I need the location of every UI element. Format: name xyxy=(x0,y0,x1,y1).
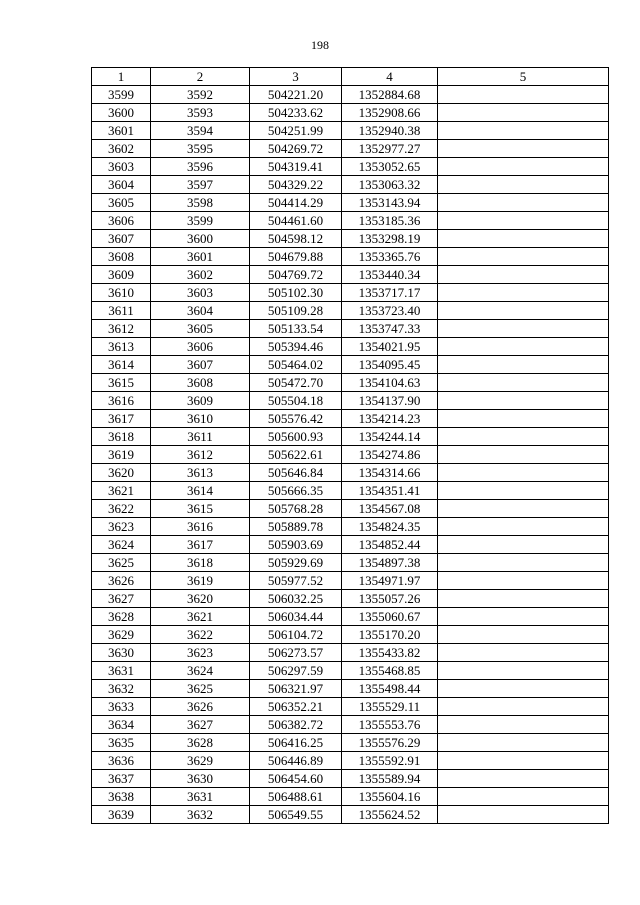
table-cell: 3603 xyxy=(92,158,151,176)
table-cell: 1354021.95 xyxy=(342,338,438,356)
table-cell: 3611 xyxy=(92,302,151,320)
table-row xyxy=(92,104,609,122)
table-row xyxy=(92,554,609,572)
table-cell: 3616 xyxy=(92,392,151,410)
table-cell: 3636 xyxy=(92,752,151,770)
table-cell: 1352940.38 xyxy=(342,122,438,140)
table-cell: 3605 xyxy=(92,194,151,212)
table-cell: 3628 xyxy=(92,608,151,626)
table-cell: 3617 xyxy=(151,536,250,554)
table-row xyxy=(92,464,609,482)
table-cell xyxy=(438,302,609,320)
table-cell: 1354852.44 xyxy=(342,536,438,554)
table-row xyxy=(92,140,609,158)
table-cell xyxy=(438,284,609,302)
table-header xyxy=(92,68,609,86)
table-cell xyxy=(438,176,609,194)
table-cell: 3603 xyxy=(151,284,250,302)
table-cell: 3608 xyxy=(151,374,250,392)
table-cell: 506488.61 xyxy=(250,788,342,806)
table-cell: 3600 xyxy=(92,104,151,122)
table-cell xyxy=(438,680,609,698)
table-cell xyxy=(438,590,609,608)
table-cell: 1354351.41 xyxy=(342,482,438,500)
table-cell xyxy=(438,608,609,626)
table-cell: 505102.30 xyxy=(250,284,342,302)
table-cell: 3613 xyxy=(151,464,250,482)
table-cell: 3618 xyxy=(151,554,250,572)
table-cell xyxy=(438,230,609,248)
table-cell: 3630 xyxy=(92,644,151,662)
table-cell: 504233.62 xyxy=(250,104,342,122)
table-cell: 3602 xyxy=(151,266,250,284)
table-row xyxy=(92,158,609,176)
table-row xyxy=(92,212,609,230)
table-cell xyxy=(438,86,609,104)
table-cell: 1355624.52 xyxy=(342,806,438,824)
table-row xyxy=(92,698,609,716)
table-cell xyxy=(438,446,609,464)
table-cell: 505472.70 xyxy=(250,374,342,392)
table-cell: 504769.72 xyxy=(250,266,342,284)
table-cell xyxy=(438,248,609,266)
table-cell: 1353717.17 xyxy=(342,284,438,302)
table-cell: 1354274.86 xyxy=(342,446,438,464)
table-row xyxy=(92,680,609,698)
table-cell: 1354137.90 xyxy=(342,392,438,410)
table-cell: 3616 xyxy=(151,518,250,536)
table-cell: 504461.60 xyxy=(250,212,342,230)
table-cell xyxy=(438,356,609,374)
table-cell: 506104.72 xyxy=(250,626,342,644)
table-cell: 504329.22 xyxy=(250,176,342,194)
table-cell: 1354971.97 xyxy=(342,572,438,590)
table-cell: 505622.61 xyxy=(250,446,342,464)
table-cell: 3607 xyxy=(92,230,151,248)
table-cell xyxy=(438,158,609,176)
table-cell: 3610 xyxy=(92,284,151,302)
table-row xyxy=(92,536,609,554)
table-cell: 3593 xyxy=(151,104,250,122)
table-cell: 3604 xyxy=(92,176,151,194)
table-cell xyxy=(438,554,609,572)
table-cell: 3620 xyxy=(92,464,151,482)
table-cell: 505646.84 xyxy=(250,464,342,482)
table-cell: 505600.93 xyxy=(250,428,342,446)
table-cell: 1353365.76 xyxy=(342,248,438,266)
table-row xyxy=(92,752,609,770)
table-cell: 1353298.19 xyxy=(342,230,438,248)
table-cell xyxy=(438,626,609,644)
header-row xyxy=(92,68,609,86)
table-cell: 3606 xyxy=(151,338,250,356)
table-row xyxy=(92,662,609,680)
table-row xyxy=(92,410,609,428)
table-cell: 1354824.35 xyxy=(342,518,438,536)
table-cell: 3606 xyxy=(92,212,151,230)
table-cell: 3627 xyxy=(151,716,250,734)
table-cell: 3637 xyxy=(92,770,151,788)
table-cell: 1354214.23 xyxy=(342,410,438,428)
table-row xyxy=(92,338,609,356)
table-cell: 1355060.67 xyxy=(342,608,438,626)
table-cell: 3628 xyxy=(151,734,250,752)
table-cell xyxy=(438,266,609,284)
table-cell xyxy=(438,482,609,500)
table-row xyxy=(92,176,609,194)
table-cell xyxy=(438,752,609,770)
table-cell: 3596 xyxy=(151,158,250,176)
table-cell: 3615 xyxy=(151,500,250,518)
table-cell: 505109.28 xyxy=(250,302,342,320)
table-cell: 3601 xyxy=(92,122,151,140)
table-row xyxy=(92,788,609,806)
table-cell: 3598 xyxy=(151,194,250,212)
table-cell: 505464.02 xyxy=(250,356,342,374)
table-cell: 3611 xyxy=(151,428,250,446)
table-cell: 1353143.94 xyxy=(342,194,438,212)
table-cell: 504598.12 xyxy=(250,230,342,248)
table-cell: 3627 xyxy=(92,590,151,608)
table-cell: 3595 xyxy=(151,140,250,158)
table-cell: 506549.55 xyxy=(250,806,342,824)
table-cell xyxy=(438,122,609,140)
page-number: 198 xyxy=(311,38,329,52)
table-cell: 3634 xyxy=(92,716,151,734)
table-cell: 3600 xyxy=(151,230,250,248)
table-cell: 3635 xyxy=(92,734,151,752)
table-cell xyxy=(438,698,609,716)
table-row xyxy=(92,806,609,824)
table-cell: 504414.29 xyxy=(250,194,342,212)
table-cell: 1355589.94 xyxy=(342,770,438,788)
column-header: 2 xyxy=(151,68,250,86)
table-cell: 506297.59 xyxy=(250,662,342,680)
table-cell: 3612 xyxy=(151,446,250,464)
table-cell xyxy=(438,374,609,392)
table-cell: 3592 xyxy=(151,86,250,104)
table-cell xyxy=(438,392,609,410)
table-cell xyxy=(438,770,609,788)
table-row xyxy=(92,482,609,500)
table-cell: 504319.41 xyxy=(250,158,342,176)
table-row xyxy=(92,194,609,212)
table-cell: 3622 xyxy=(151,626,250,644)
table-cell: 505504.18 xyxy=(250,392,342,410)
table-cell: 3604 xyxy=(151,302,250,320)
column-header: 5 xyxy=(438,68,609,86)
table-cell: 1355498.44 xyxy=(342,680,438,698)
table-cell: 3621 xyxy=(92,482,151,500)
table-cell: 3631 xyxy=(92,662,151,680)
table-cell: 506454.60 xyxy=(250,770,342,788)
table-cell xyxy=(438,212,609,230)
table-cell: 1355433.82 xyxy=(342,644,438,662)
table-row xyxy=(92,734,609,752)
table-cell: 3631 xyxy=(151,788,250,806)
table-cell: 1355057.26 xyxy=(342,590,438,608)
table-cell: 3638 xyxy=(92,788,151,806)
table-cell: 505889.78 xyxy=(250,518,342,536)
table-cell: 506352.21 xyxy=(250,698,342,716)
table-cell: 3626 xyxy=(92,572,151,590)
table-row xyxy=(92,320,609,338)
table-row xyxy=(92,86,609,104)
table-cell: 3633 xyxy=(92,698,151,716)
table-cell: 1354314.66 xyxy=(342,464,438,482)
table-cell: 3607 xyxy=(151,356,250,374)
table-cell: 506382.72 xyxy=(250,716,342,734)
table-cell: 3620 xyxy=(151,590,250,608)
table-cell: 3619 xyxy=(151,572,250,590)
table-cell: 1353723.40 xyxy=(342,302,438,320)
table-cell: 3613 xyxy=(92,338,151,356)
table-cell: 3599 xyxy=(92,86,151,104)
table-cell: 3601 xyxy=(151,248,250,266)
table-cell: 1352884.68 xyxy=(342,86,438,104)
table-cell: 1355170.20 xyxy=(342,626,438,644)
table-cell: 506416.25 xyxy=(250,734,342,752)
table-cell: 3599 xyxy=(151,212,250,230)
table-cell: 3609 xyxy=(92,266,151,284)
table-cell: 506321.97 xyxy=(250,680,342,698)
table-cell: 506446.89 xyxy=(250,752,342,770)
table-body xyxy=(92,86,609,824)
table-cell xyxy=(438,536,609,554)
table-cell: 3625 xyxy=(92,554,151,572)
table-cell: 3632 xyxy=(92,680,151,698)
table-cell xyxy=(438,518,609,536)
table-cell: 3619 xyxy=(92,446,151,464)
table-cell: 1354897.38 xyxy=(342,554,438,572)
table-cell: 1353747.33 xyxy=(342,320,438,338)
table-cell xyxy=(438,572,609,590)
table-row xyxy=(92,608,609,626)
table-cell: 3624 xyxy=(92,536,151,554)
table-cell: 505977.52 xyxy=(250,572,342,590)
table-cell: 3597 xyxy=(151,176,250,194)
table-cell xyxy=(438,428,609,446)
table-cell: 3639 xyxy=(92,806,151,824)
table-cell xyxy=(438,194,609,212)
table-cell: 3614 xyxy=(92,356,151,374)
table-cell: 504251.99 xyxy=(250,122,342,140)
table-row xyxy=(92,284,609,302)
table-cell: 1352908.66 xyxy=(342,104,438,122)
table-cell: 3630 xyxy=(151,770,250,788)
table-row xyxy=(92,716,609,734)
table-cell xyxy=(438,806,609,824)
table-cell xyxy=(438,662,609,680)
table-cell: 1353185.36 xyxy=(342,212,438,230)
table-cell: 1354104.63 xyxy=(342,374,438,392)
table-cell: 3622 xyxy=(92,500,151,518)
table-cell: 506034.44 xyxy=(250,608,342,626)
column-header: 1 xyxy=(92,68,151,86)
table-cell: 1355604.16 xyxy=(342,788,438,806)
table-cell: 3602 xyxy=(92,140,151,158)
table-row xyxy=(92,356,609,374)
table-row xyxy=(92,230,609,248)
table-cell xyxy=(438,734,609,752)
table-row xyxy=(92,518,609,536)
table-cell: 3629 xyxy=(92,626,151,644)
table-row xyxy=(92,644,609,662)
table-cell: 1353063.32 xyxy=(342,176,438,194)
table-cell xyxy=(438,338,609,356)
table-cell: 1353052.65 xyxy=(342,158,438,176)
table-cell xyxy=(438,320,609,338)
table-cell xyxy=(438,140,609,158)
table-cell: 1352977.27 xyxy=(342,140,438,158)
table-row xyxy=(92,392,609,410)
table-cell: 3626 xyxy=(151,698,250,716)
table-cell: 3612 xyxy=(92,320,151,338)
table-row xyxy=(92,626,609,644)
table-cell xyxy=(438,788,609,806)
table-row xyxy=(92,446,609,464)
column-header: 4 xyxy=(342,68,438,86)
table-cell xyxy=(438,104,609,122)
table-cell: 3625 xyxy=(151,680,250,698)
table-cell: 3629 xyxy=(151,752,250,770)
table-row xyxy=(92,590,609,608)
table-cell xyxy=(438,464,609,482)
table-cell: 505666.35 xyxy=(250,482,342,500)
table-cell: 3609 xyxy=(151,392,250,410)
table-cell: 1354567.08 xyxy=(342,500,438,518)
table-cell: 504221.20 xyxy=(250,86,342,104)
table-cell: 506032.25 xyxy=(250,590,342,608)
table-cell: 505929.69 xyxy=(250,554,342,572)
table-cell: 1355592.91 xyxy=(342,752,438,770)
table-cell: 506273.57 xyxy=(250,644,342,662)
table-cell: 505133.54 xyxy=(250,320,342,338)
table-cell: 1353440.34 xyxy=(342,266,438,284)
table-cell: 504269.72 xyxy=(250,140,342,158)
table-cell: 1354095.45 xyxy=(342,356,438,374)
table-row xyxy=(92,770,609,788)
table-cell: 3608 xyxy=(92,248,151,266)
table-row xyxy=(92,248,609,266)
table-cell: 3618 xyxy=(92,428,151,446)
table-cell xyxy=(438,644,609,662)
table-cell: 3610 xyxy=(151,410,250,428)
table-cell: 505394.46 xyxy=(250,338,342,356)
table-row xyxy=(92,302,609,320)
table-cell xyxy=(438,500,609,518)
table-row xyxy=(92,122,609,140)
table-cell: 1354244.14 xyxy=(342,428,438,446)
table-row xyxy=(92,266,609,284)
table-cell: 3594 xyxy=(151,122,250,140)
table-cell: 3605 xyxy=(151,320,250,338)
table-cell xyxy=(438,716,609,734)
table-cell: 3621 xyxy=(151,608,250,626)
column-header: 3 xyxy=(250,68,342,86)
table-row xyxy=(92,572,609,590)
table-row xyxy=(92,374,609,392)
table-cell: 3623 xyxy=(92,518,151,536)
table-cell: 3614 xyxy=(151,482,250,500)
table-cell: 1355468.85 xyxy=(342,662,438,680)
table-cell xyxy=(438,410,609,428)
table-cell: 3617 xyxy=(92,410,151,428)
table-row xyxy=(92,500,609,518)
table-cell: 505903.69 xyxy=(250,536,342,554)
table-cell: 505576.42 xyxy=(250,410,342,428)
table-cell: 1355576.29 xyxy=(342,734,438,752)
table-cell: 505768.28 xyxy=(250,500,342,518)
table-cell: 3632 xyxy=(151,806,250,824)
table-cell: 1355553.76 xyxy=(342,716,438,734)
table-cell: 1355529.11 xyxy=(342,698,438,716)
table-cell: 3623 xyxy=(151,644,250,662)
table-row xyxy=(92,428,609,446)
table-cell: 3615 xyxy=(92,374,151,392)
table-cell: 3624 xyxy=(151,662,250,680)
table-cell: 504679.88 xyxy=(250,248,342,266)
coordinates-table xyxy=(91,67,609,824)
